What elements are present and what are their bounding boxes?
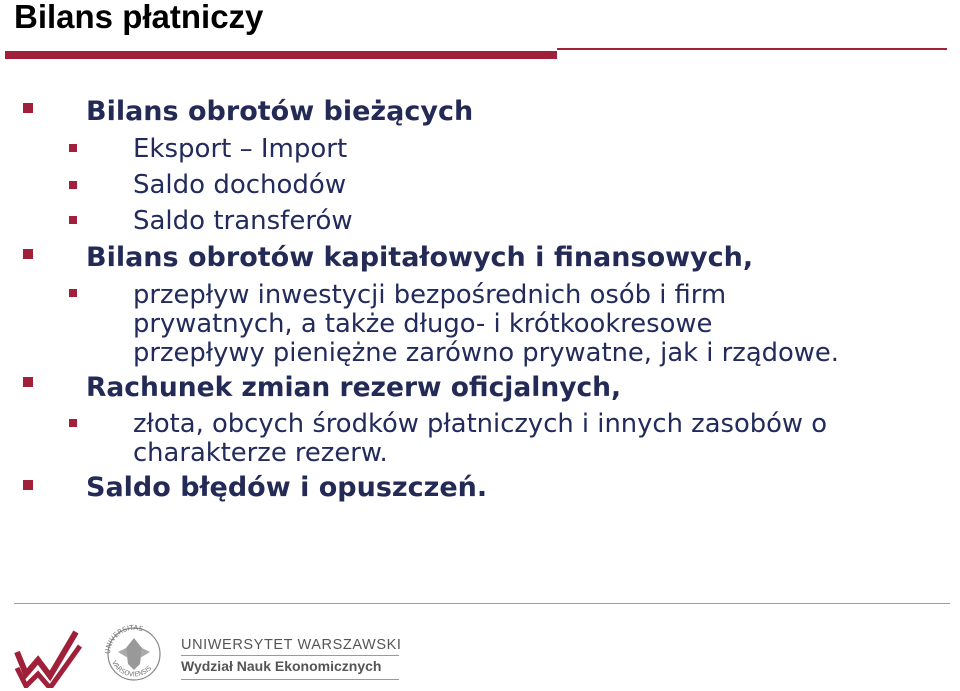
bullet-icon — [23, 103, 33, 113]
bullet-heading: Saldo błędów i opuszczeń. — [86, 472, 488, 503]
sub-bullet-icon — [69, 419, 77, 427]
footer-name-divider — [181, 655, 399, 656]
footer-divider — [14, 603, 950, 604]
bullet-heading: Bilans obrotów bieżących — [86, 96, 474, 127]
sub-bullet-icon — [69, 144, 77, 152]
university-name: UNIWERSYTET WARSZAWSKI — [181, 637, 402, 653]
sub-bullet-icon — [69, 289, 77, 297]
seal-text-bottom: VARSOVIENSIS — [110, 659, 154, 679]
sub-bullet-text: Saldo dochodów — [133, 170, 347, 200]
sub-bullet-text: przepływ inwestycji bezpośrednich osób i firm — [133, 280, 727, 310]
sub-bullet-icon — [69, 181, 77, 189]
bullet-icon — [23, 377, 33, 387]
sub-bullet-text: złota, obcych środków płatniczych i innych zasobów o — [133, 409, 827, 439]
title-underline-bar — [5, 51, 557, 59]
footer-dept-divider — [181, 679, 399, 680]
title-underline-line — [557, 48, 947, 50]
sub-bullet-text: przepływy pieniężne zarówno prywatne, jak i rządowe. — [133, 338, 839, 368]
eagle-icon — [126, 638, 142, 670]
bullet-icon — [23, 249, 33, 259]
bullet-heading: Bilans obrotów kapitałowych i finansowych, — [86, 242, 754, 273]
sub-bullet-icon — [69, 216, 77, 224]
bullet-heading: Rachunek zmian rezerw oficjalnych, — [86, 372, 622, 403]
sub-bullet-text: Eksport – Import — [133, 134, 348, 164]
bullet-icon — [23, 480, 33, 490]
slide-title: Bilans płatniczy — [14, 0, 264, 35]
university-logo — [14, 622, 174, 688]
sub-bullet-text: charakterze rezerw. — [133, 438, 388, 468]
sub-bullet-text: prywatnych, a także długo- i krótkookresowe — [133, 309, 713, 339]
seal-text-top: UNIVERSITAS — [103, 623, 144, 655]
sub-bullet-text: Saldo transferów — [133, 206, 353, 236]
department-name: Wydział Nauk Ekonomicznych — [181, 658, 382, 674]
